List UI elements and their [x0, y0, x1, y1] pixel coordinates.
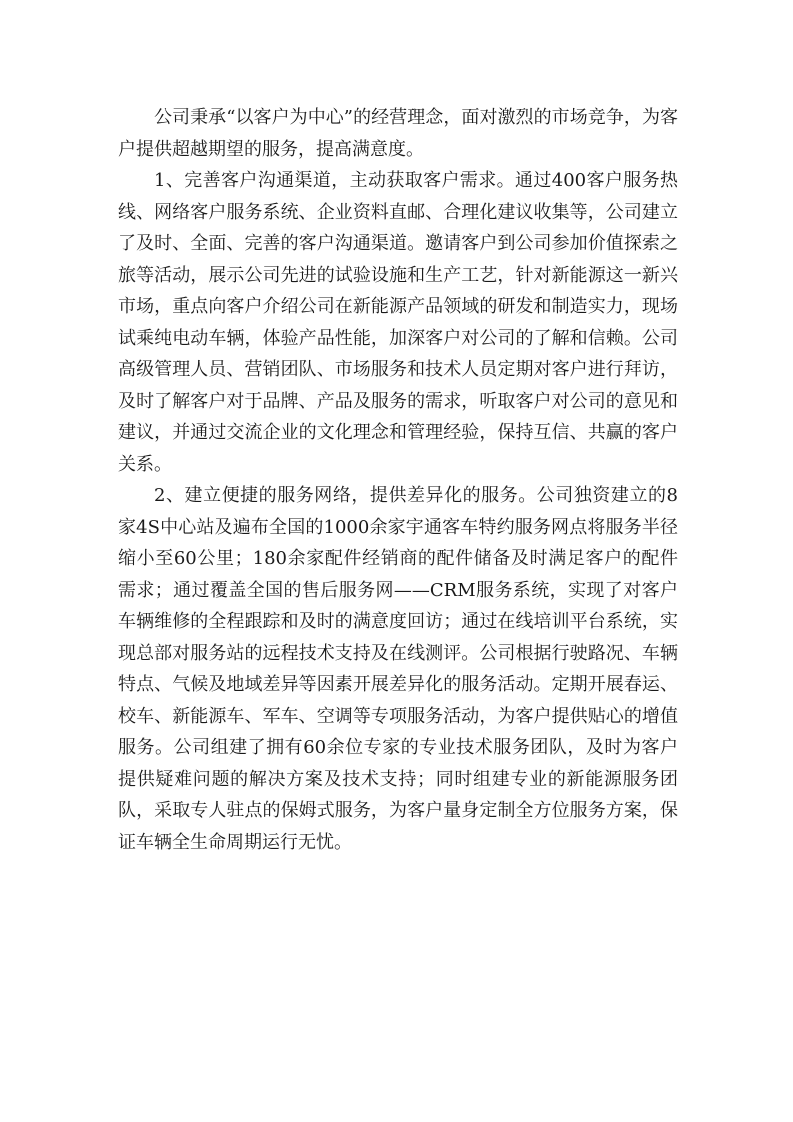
paragraph-service-network: 2、建立便捷的服务网络，提供差异化的服务。公司独资建立的8家4S中心站及遍布全国的1000余家宇通客车特约服务网点将服务半径缩小至60公里；180余家配件经销商的配件储备及时满足客户的配件需求；通过覆盖全国的售后服务网——CRM服务系统，实现了对客户车辆维修的全程跟踪和及时的满意度回访；通过在线培训平台系统，实现总部对服务站的远程技术支持及在线测评。公司根据行驶路况、车辆特点、气候及地域差异等因素开展差异化的服务活动。定期开展春运、校车、新能源车、军车、空调等专项服务活动，为客户提供贴心的增值服务。公司组建了拥有60余位专家的专业技术服务团队，及时为客户提供疑难问题的解决方案及技术支持；同时组建专业的新能源服务团队，采取专人驻点的保姆式服务，为客户量身定制全方位服务方案，保证车辆全生命周期运行无忧。	[118, 485, 678, 853]
document-body	[118, 102, 678, 858]
paragraph-customer-communication: 1、完善客户沟通渠道，主动获取客户需求。通过400客户服务热线、网络客户服务系统、企业资料直邮、合理化建议收集等，公司建立了及时、全面、完善的客户沟通渠道。邀请客户到公司参加价值探索之旅等活动，展示公司先进的试验设施和生产工艺，针对新能源这一新兴市场，重点向客户介绍公司在新能源产品领域的研发和制造实力，现场试乘纯电动车辆，体验产品性能，加深客户对公司的了解和信赖。公司高级管理人员、营销团队、市场服务和技术人员定期对客户进行拜访，及时了解客户对于品牌、产品及服务的需求，听取客户对公司的意见和建议，并通过交流企业的文化理念和管理经验，保持互信、共赢的客户关系。	[118, 170, 678, 475]
paragraph-intro: 公司秉承“以客户为中心”的经营理念，面对激烈的市场竞争，为客户提供超越期望的服务，提高满意度。	[118, 107, 678, 160]
